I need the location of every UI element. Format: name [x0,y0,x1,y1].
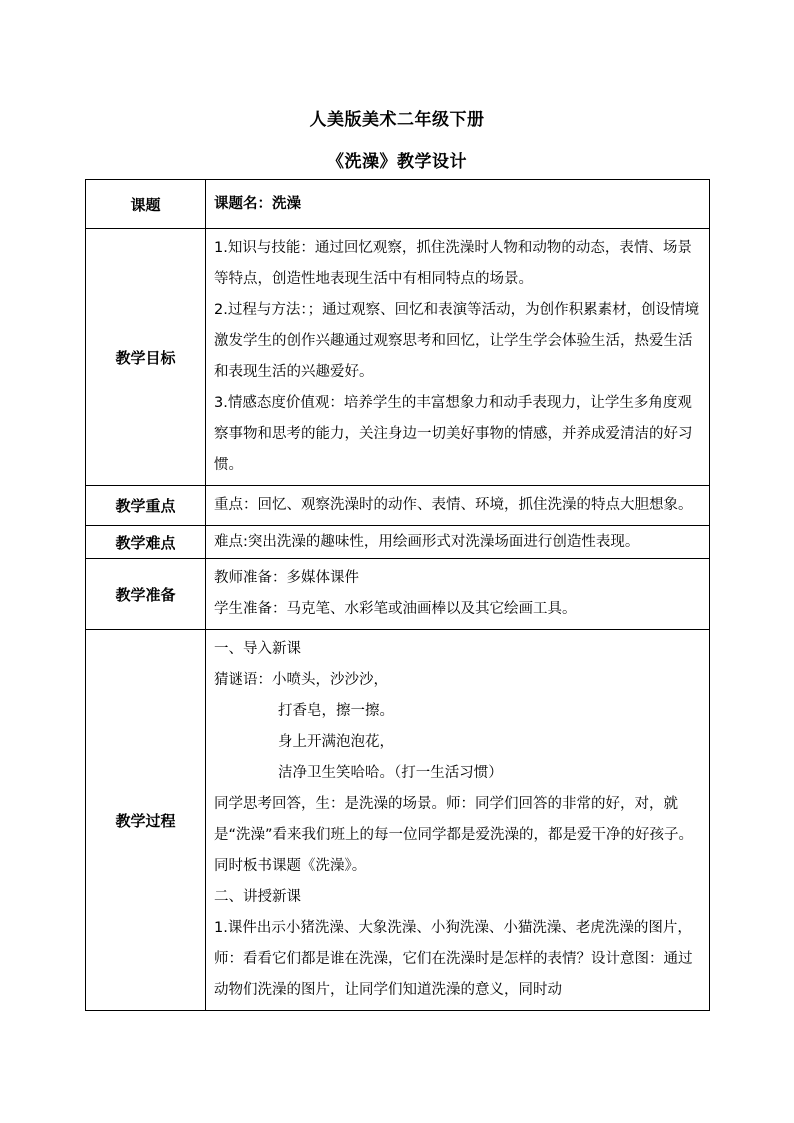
difficulties-content: 难点:突出洗澡的趣味性，用绘画形式对洗澡场面进行创造性表现。 [206,526,710,559]
table-row-objectives [86,229,710,486]
section-heading-intro: 一、导入新课 [214,641,301,657]
riddle-intro: 猜谜语：小喷头，沙沙沙， [214,672,388,688]
objective-item: 1.知识与技能：通过回忆观察，抓住洗澡时人物和动物的动态，表情、场景等特点，创造性地表现生活中有相同特点的场景。 [214,240,692,287]
key-points-content: 重点：回忆、观察洗澡时的动作、表情、环境，抓住洗澡的特点大胆想象。 [206,486,710,526]
riddle-line: 身上开满泡泡花， [278,734,394,750]
key-points-label: 教学重点 [86,486,206,526]
table-row-difficulties [86,526,710,559]
process-content [206,630,710,1011]
objectives-content [206,229,710,486]
riddle-line: 洁净卫生笑哈哈。（打一生活习惯） [278,765,503,781]
preparation-content [206,559,710,630]
document-title: 人美版美术二年级下册 [309,110,485,130]
table-row-preparation [86,559,710,630]
student-preparation: 学生准备：马克笔、水彩笔或油画棒以及其它绘画工具。 [214,601,577,617]
topic-value: 课题名：洗澡 [206,180,710,229]
topic-label: 课题 [86,180,206,229]
preparation-label: 教学准备 [86,559,206,630]
process-label: 教学过程 [86,630,206,1011]
objective-item: 2.过程与方法：；通过观察、回忆和表演等活动，为创作积累素材，创设情境激发学生的创作兴趣通过观察思考和回忆，让学生学会体验生活，热爱生活和表现生活的兴趣爱好。 [214,302,700,380]
document-subtitle: 《洗澡》教学设计 [327,152,467,172]
objective-item: 3.情感态度价值观：培养学生的丰富想象力和动手表现力，让学生多角度观察事物和思考的能力，关注身边一切美好事物的情感，并养成爱清洁的好习惯。 [214,395,693,473]
difficulties-label: 教学难点 [86,526,206,559]
teacher-preparation: 教师准备：多媒体课件 [214,570,359,586]
objectives-label: 教学目标 [86,229,206,486]
process-paragraph: 同学思考回答，生：是洗澡的场景。师：同学们回答的非常的好，对，就是“洗澡”看来我们班上的每一位同学都是爱洗澡的，都是爱干净的好孩子。同时板书课题《洗澡》。 [214,796,694,874]
process-paragraph: 1.课件出示小猪洗澡、大象洗澡、小狗洗澡、小猫洗澡、老虎洗澡的图片，师：看看它们都是谁在洗澡，它们在洗澡时是怎样的表情？设计意图：通过动物们洗澡的图片，让同学们知道洗澡的意义，同时动 [214,920,693,998]
lesson-plan-table [85,179,710,1011]
table-row-process [86,630,710,1011]
table-row-topic [86,180,710,229]
table-row-key-points [86,486,710,526]
section-heading-teaching: 二、讲授新课 [214,889,301,905]
riddle-line: 打香皂，擦一擦。 [278,703,394,719]
